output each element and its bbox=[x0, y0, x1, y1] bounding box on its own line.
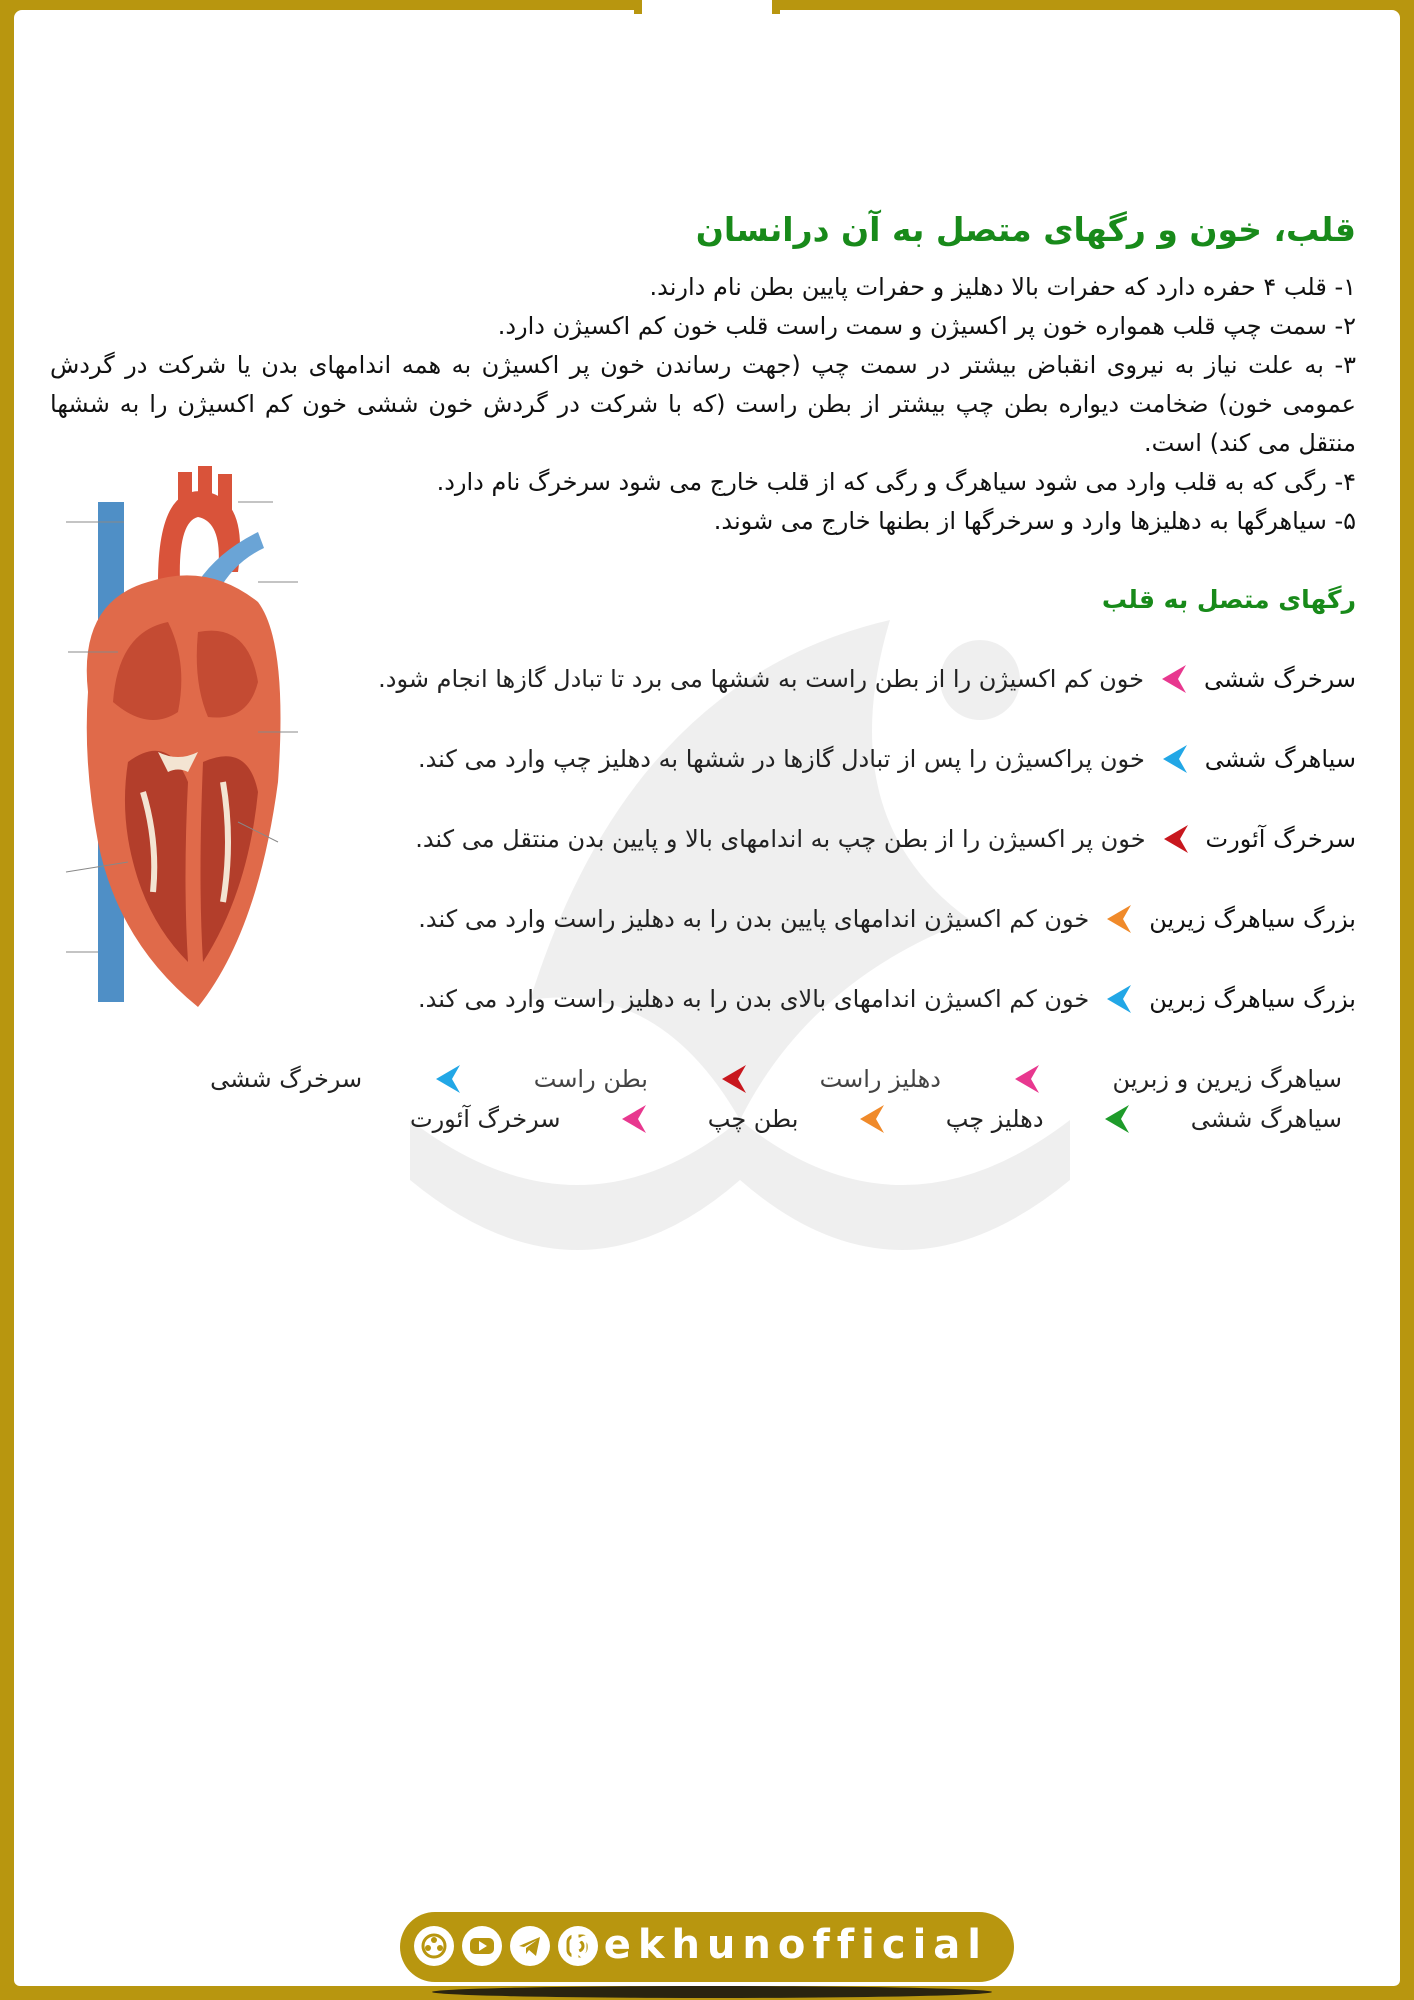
vessel-desc: خون کم اکسیژن اندامهای بالای بدن را به دهلیز راست وارد می کند. bbox=[418, 985, 1090, 1013]
heart-diagram bbox=[58, 462, 308, 1012]
vessel-row bbox=[418, 742, 1356, 776]
vessel-row bbox=[378, 662, 1356, 696]
vessel-term: بزرگ سیاهرگ زبرین bbox=[1149, 985, 1356, 1013]
vessel-desc: خون پراکسیژن را پس از تبادل گازها در ششها به دهلیز چپ وارد می کند. bbox=[417, 745, 1145, 773]
vessel-term: سرخرگ ششی bbox=[1203, 665, 1356, 693]
telegram-icon[interactable] bbox=[510, 1926, 550, 1966]
point-4: ۴- رگی که به قلب وارد می شود سیاهرگ و رگی که از قلب خارج می شود سرخرگ نام دارد. bbox=[436, 468, 1356, 496]
chain-node: سیاهرگ زیرین و زبرین bbox=[1112, 1065, 1342, 1093]
social-handle[interactable]: bekhunofficial bbox=[568, 1922, 988, 1968]
arrow-left-icon bbox=[1156, 662, 1192, 696]
arrow-left-icon bbox=[1101, 982, 1137, 1016]
chain-systemic-to-pulmonary bbox=[196, 1062, 1356, 1096]
arrow-left-icon bbox=[1009, 1062, 1045, 1096]
vessel-desc: خون کم اکسیژن اندامهای پایین بدن را به دهلیز راست وارد می کند. bbox=[418, 905, 1090, 933]
point-1: ۱- قلب ۴ حفره دارد که حفرات بالا دهلیز و حفرات پایین بطن نام دارند. bbox=[649, 273, 1356, 301]
arrow-left-icon bbox=[1158, 822, 1194, 856]
vessel-term: سیاهرگ ششی bbox=[1204, 745, 1356, 773]
point-2: ۲- سمت چپ قلب همواره خون پر اکسیژن و سمت راست قلب خون کم اکسیژن دارد. bbox=[497, 312, 1356, 340]
arrow-left-icon bbox=[1099, 1102, 1135, 1136]
vessel-row bbox=[418, 902, 1356, 936]
point-5: ۵- سیاهرگها به دهلیزها وارد و سرخرگها از بطنها خارج می شوند. bbox=[713, 507, 1356, 535]
youtube-icon[interactable] bbox=[462, 1926, 502, 1966]
arrow-left-icon bbox=[716, 1062, 752, 1096]
arrow-left-icon bbox=[616, 1102, 652, 1136]
chain-pulmonary-to-systemic bbox=[396, 1102, 1356, 1136]
arrow-left-icon bbox=[854, 1102, 890, 1136]
vessels-heading: رگهای متصل به قلب bbox=[1101, 585, 1356, 614]
vessel-desc: خون پر اکسیژن را از بطن چپ به اندامهای بالا و پایین بدن منتقل می کند. bbox=[415, 825, 1146, 853]
chain-node: بطن چپ bbox=[707, 1105, 799, 1133]
point-3: ۳- به علت نیاز به نیروی انقباض بیشتر در سمت چپ (جهت رساندن خون پر اکسیژن به همه اندامهای بدن یا شرکت در گردش عمومی خون) ضخامت دیواره بطن چپ بیشتر از بطن راست (که با شرکت در گردش خون ششی خون کم اکسیژن را به ششها منتقل می کند) است. bbox=[50, 351, 1356, 457]
chain-node: سرخرگ ششی bbox=[210, 1065, 363, 1093]
chain-node: سیاهرگ ششی bbox=[1190, 1105, 1342, 1133]
footer-shadow bbox=[432, 1986, 992, 1998]
chain-node: بطن راست bbox=[533, 1065, 648, 1093]
arrow-left-icon bbox=[430, 1062, 466, 1096]
vessel-term: بزرگ سیاهرگ زیرین bbox=[1149, 905, 1356, 933]
vessel-row bbox=[415, 822, 1356, 856]
chain-node: دهلیز چپ bbox=[945, 1105, 1044, 1133]
vessel-row bbox=[418, 982, 1356, 1016]
vessel-desc: خون کم اکسیژن را از بطن راست به ششها می برد تا تبادل گازها انجام شود. bbox=[378, 665, 1144, 693]
chain-node: دهلیز راست bbox=[819, 1065, 941, 1093]
arrow-left-icon bbox=[1101, 902, 1137, 936]
aparat-icon[interactable] bbox=[414, 1926, 454, 1966]
arrow-left-icon bbox=[1157, 742, 1193, 776]
vessel-term: سرخرگ آئورت bbox=[1205, 825, 1356, 853]
chain-node: سرخرگ آئورت bbox=[410, 1105, 561, 1133]
footer-social bbox=[400, 1912, 1014, 1982]
page-title: قلب، خون و رگهای متصل به آن درانسان bbox=[695, 210, 1356, 249]
